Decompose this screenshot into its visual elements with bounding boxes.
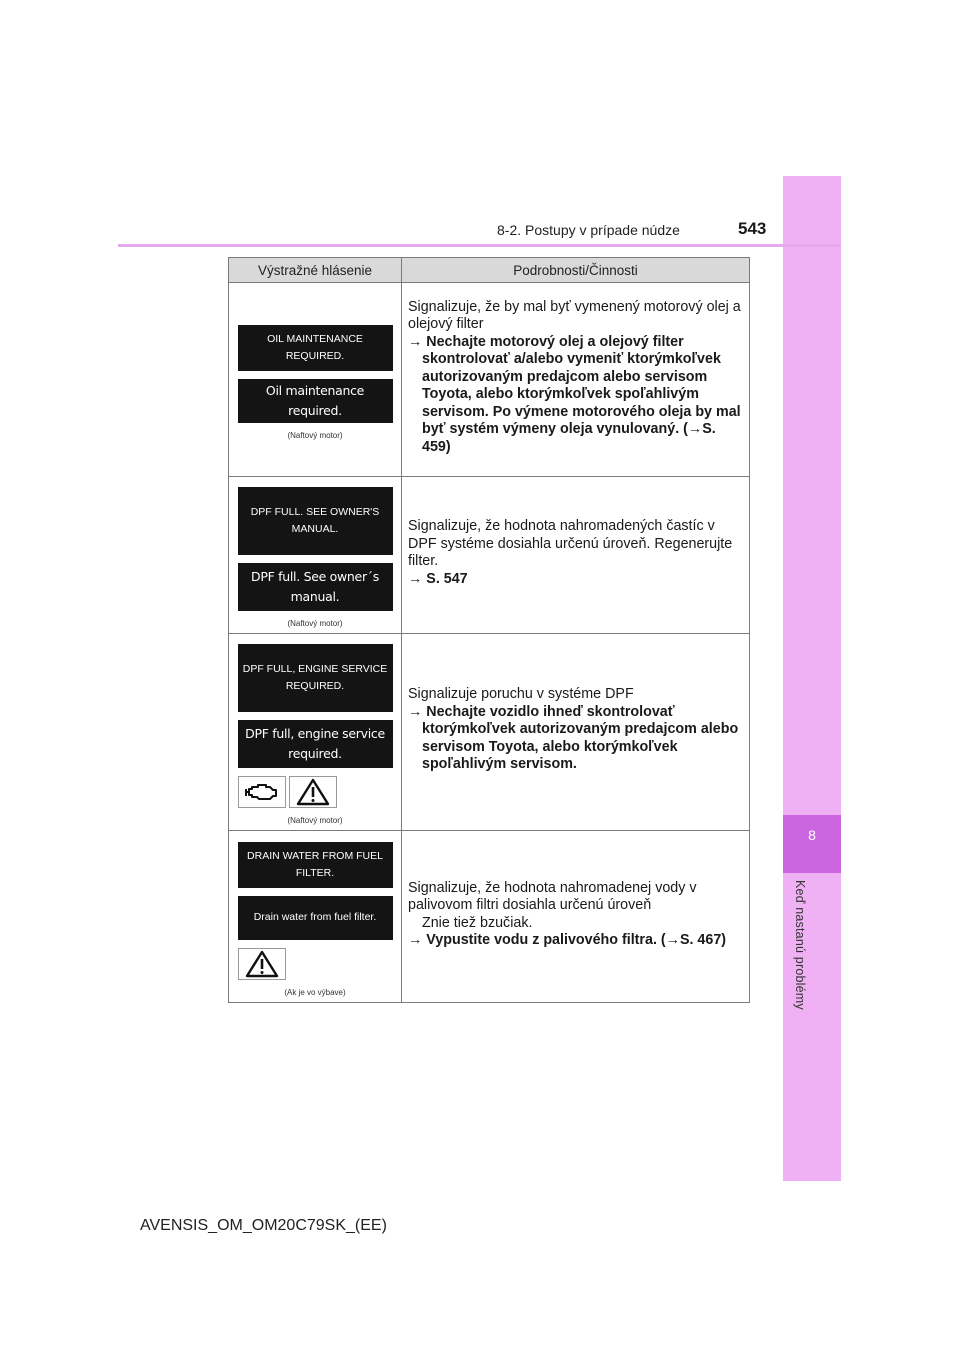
- warning-triangle-icon: [289, 776, 337, 808]
- message-display-uppercase: OIL MAINTENANCE REQUIRED.: [238, 325, 393, 371]
- warning-icons: [238, 776, 401, 808]
- message-display-uppercase: DPF FULL, ENGINE SERVICE REQUIRED.: [238, 644, 393, 712]
- availability-note: (Ak je vo výbave): [284, 987, 346, 997]
- chapter-number: 8: [808, 827, 816, 843]
- description-text: Signalizuje poruchu v systéme DPF: [408, 686, 634, 703]
- message-display-mixedcase: DPF full. See owner´s manual.: [238, 563, 393, 611]
- buzzer-note: Znie tiež bzučiak.: [422, 914, 533, 931]
- message-cell: [229, 831, 402, 1003]
- details-cell: [402, 831, 750, 1003]
- description-text: Signalizuje, že by mal byť vymenený motorový olej a olejový filter: [408, 298, 741, 333]
- table-row: [229, 634, 750, 831]
- table-row: [229, 283, 750, 477]
- action-item: [408, 571, 743, 589]
- document-code: AVENSIS_OM_OM20C79SK_(EE): [140, 1217, 387, 1234]
- action-item: [408, 932, 743, 950]
- message-display-mixedcase: Drain water from fuel filter.: [238, 896, 393, 940]
- chapter-title: Keď nastanú problémy: [793, 880, 807, 1010]
- action-item: [408, 334, 743, 457]
- availability-note: (Naftový motor): [287, 816, 343, 825]
- column-header-message: Výstražné hlásenie: [229, 258, 402, 283]
- warning-triangle-icon: [238, 948, 286, 980]
- chapter-tab-active[interactable]: [783, 815, 841, 873]
- table-header-row: [229, 258, 750, 283]
- column-header-details: Podrobnosti/Činnosti: [402, 258, 750, 283]
- availability-note: (Naftový motor): [287, 430, 343, 440]
- section-title: 8-2. Postupy v prípade núdze: [497, 222, 680, 238]
- arrow-icon: →: [408, 932, 423, 948]
- table-row: [229, 831, 750, 1003]
- message-display-uppercase: DRAIN WATER FROM FUEL FILTER.: [238, 842, 393, 888]
- header-rule: [118, 244, 841, 247]
- details-cell: [402, 283, 750, 477]
- details-cell: [402, 477, 750, 634]
- warning-icons: [238, 948, 401, 980]
- warning-message-table: [228, 257, 750, 1003]
- message-display-mixedcase: DPF full, engine service required.: [238, 720, 393, 768]
- message-cell: [229, 634, 402, 831]
- message-display-uppercase: DPF FULL. SEE OWNER'S MANUAL.: [238, 487, 393, 555]
- action-item: [408, 704, 743, 774]
- action-text: S. 547: [426, 570, 468, 587]
- arrow-icon: →: [408, 703, 423, 720]
- arrow-icon: →: [408, 570, 423, 587]
- availability-note: (Naftový motor): [287, 619, 343, 628]
- action-text: Vypustite vodu z palivového filtra. (→S. 467): [426, 932, 727, 948]
- engine-check-icon: [238, 776, 286, 808]
- message-cell: [229, 283, 402, 477]
- description-text: Signalizuje, že hodnota nahromadených častíc v DPF systéme dosiahla určenú úroveň. Regenerujte filter.: [408, 518, 733, 569]
- description-text: Signalizuje, že hodnota nahromadenej vody v palivovom filtri dosiahla určenú úroveň: [408, 879, 697, 913]
- arrow-icon: →: [408, 333, 423, 350]
- message-cell: [229, 477, 402, 634]
- message-display-mixedcase: Oil maintenance required.: [238, 379, 393, 423]
- details-cell: [402, 634, 750, 831]
- action-text: Nechajte vozidlo ihneď skontrolovať ktorýmkoľvek autorizovaným predajcom alebo servisom Toyota, alebo ktorýmkoľvek spoľahlivým servisom.: [422, 703, 739, 773]
- action-text: Nechajte motorový olej a olejový filter skontrolovať a/alebo vymeniť ktorýmkoľvek autorizovaným predajcom alebo servisom Toyota, alebo ktorýmkoľvek spoľahlivým servisom. Po výmene motorového oleja by mal byť systém výmeny oleja vynulovaný. (→S. 459): [422, 333, 741, 455]
- chapter-side-tab: [783, 176, 841, 1181]
- page-number: 543: [738, 219, 767, 238]
- table-row: [229, 477, 750, 634]
